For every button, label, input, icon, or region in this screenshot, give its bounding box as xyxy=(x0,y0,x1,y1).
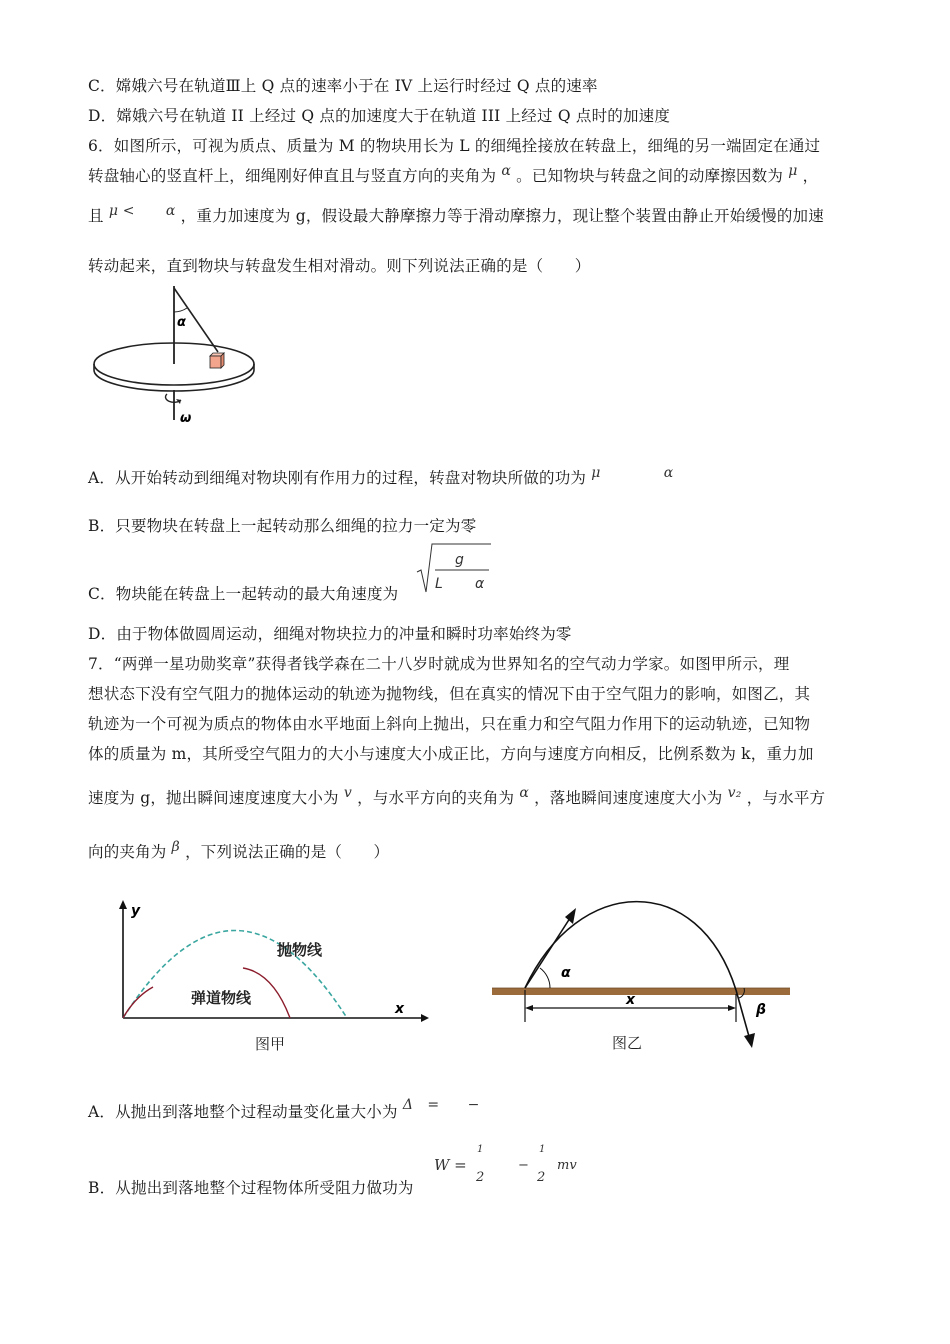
frac2-num: 1 xyxy=(539,1144,546,1155)
q6-stem-line3: 且 μ < α ，重力加速度为 g，假设最大静摩擦力等于滑动摩擦力，现让整个装置由静止开始缓慢的加速 xyxy=(88,203,824,225)
v2-symbol: v₂ xyxy=(727,785,742,801)
v-symbol: v xyxy=(343,785,353,801)
q7-option-a: A．从抛出到落地整个过程动量变化量大小为 Δ = − xyxy=(88,1097,480,1121)
w-symbol: W = xyxy=(434,1156,467,1174)
caption-yi: 图乙 xyxy=(612,1034,643,1052)
alpha-label-yi: α xyxy=(561,965,571,981)
q6-option-b: B．只要物块在转盘上一起转动那么细绳的拉力一定为零 xyxy=(88,517,477,535)
ballistic-curve-start xyxy=(123,987,153,1018)
alpha-symbol-q7: α xyxy=(519,785,529,801)
mu-symbol-a: μ xyxy=(591,465,601,481)
figure-jia xyxy=(105,895,435,1055)
x-axis-label: x xyxy=(395,1001,405,1017)
x-dimension-label: x xyxy=(626,992,636,1008)
q6-stem-line2: 转盘轴心的竖直杆上，细绳刚好伸直且与竖直方向的夹角为 α 。已知物块与转盘之间的动摩擦因数为 μ ， xyxy=(88,163,819,185)
alpha-symbol-2: α xyxy=(165,203,176,219)
q6-option-a: A．从开始转动到细绳对物块刚有作用力的过程，转盘对物块所做的功为 μ α xyxy=(88,465,674,487)
beta-symbol: β xyxy=(171,839,180,855)
mu-symbol: μ xyxy=(788,163,798,179)
alpha-symbol-a: α xyxy=(663,465,674,481)
omega-label: ω xyxy=(180,411,192,426)
sqrt-expression xyxy=(415,542,495,596)
block xyxy=(210,353,224,368)
frac1-num: 1 xyxy=(477,1144,484,1155)
q7-stem-line6: 向的夹角为 β ，下列说法正确的是（ ） xyxy=(88,839,390,861)
option-d-q5: D．嫦娥六号在轨道 II 上经过 Q 点的加速度大于在轨道 III 上经过 Q 点时的加速度 xyxy=(88,107,671,125)
q7-stem-line3: 轨迹为一个可视为质点的物体由水平地面上斜向上抛出，只在重力和空气阻力作用下的运动轨迹，已知物 xyxy=(88,715,811,733)
q6-stem-line4: 转动起来，直到物块与转盘发生相对滑动。则下列说法正确的是（ ） xyxy=(88,257,591,275)
y-axis-label: y xyxy=(131,903,141,919)
q7-stem-line5: 速度为 g，抛出瞬间速度速度大小为 v ，与水平方向的夹角为 α ，落地瞬间速度速度大小为 v₂ ，与水平方 xyxy=(88,785,826,807)
option-c-q5: C．嫦娥六号在轨道Ⅲ上 Q 点的速率小于在 IV 上运行时经过 Q 点的速率 xyxy=(88,77,598,95)
delta-expression: Δ = − xyxy=(402,1097,480,1113)
ground-strip xyxy=(492,988,790,995)
svg-text:L: L xyxy=(435,576,443,592)
landing-arrow xyxy=(736,990,750,1040)
svg-text:α: α xyxy=(475,576,485,592)
q6-option-c: C．物块能在转盘上一起转动的最大角速度为 xyxy=(88,585,399,603)
svg-text:g: g xyxy=(455,552,464,568)
frac2-den: 2 xyxy=(537,1170,546,1185)
minus-sign: − xyxy=(518,1158,529,1173)
q7-option-b: B．从抛出到落地整个过程物体所受阻力做功为 xyxy=(88,1179,414,1197)
figure-yi xyxy=(488,890,798,1060)
q7-stem-line1: 7．“两弹一星功勋奖章”获得者钱学森在二十八岁时就成为世界知名的空气动力学家。如图甲所示，理 xyxy=(88,655,790,673)
q6-option-d: D．由于物体做圆周运动，细绳对物块拉力的冲量和瞬时功率始终为零 xyxy=(88,625,572,643)
ballistic-label: 弹道物线 xyxy=(191,989,252,1007)
q7-stem-line2: 想状态下没有空气阻力的抛体运动的轨迹为抛物线，但在真实的情况下由于空气阻力的影响，如图乙，其 xyxy=(88,685,811,703)
caption-jia: 图甲 xyxy=(255,1035,286,1053)
mv-term: mv xyxy=(557,1158,577,1173)
mu-lt-symbol: μ < xyxy=(108,203,135,219)
beta-label-yi: β xyxy=(756,1002,767,1018)
rotating-disk-figure xyxy=(88,282,258,427)
alpha-angle-label: α xyxy=(177,315,186,330)
q7-stem-line4: 体的质量为 m，其所受空气阻力的大小与速度大小成正比，方向与速度方向相反，比例系数为 k，重力加 xyxy=(88,745,814,763)
trajectory-curve xyxy=(525,902,736,990)
frac1-den: 2 xyxy=(476,1170,485,1185)
q6-stem-line1: 6．如图所示，可视为质点、质量为 M 的物块用长为 L 的细绳拴接放在转盘上，细绳的另一端固定在通过 xyxy=(88,137,821,155)
alpha-symbol: α xyxy=(501,163,511,179)
parabola-label: 抛物线 xyxy=(277,941,323,959)
